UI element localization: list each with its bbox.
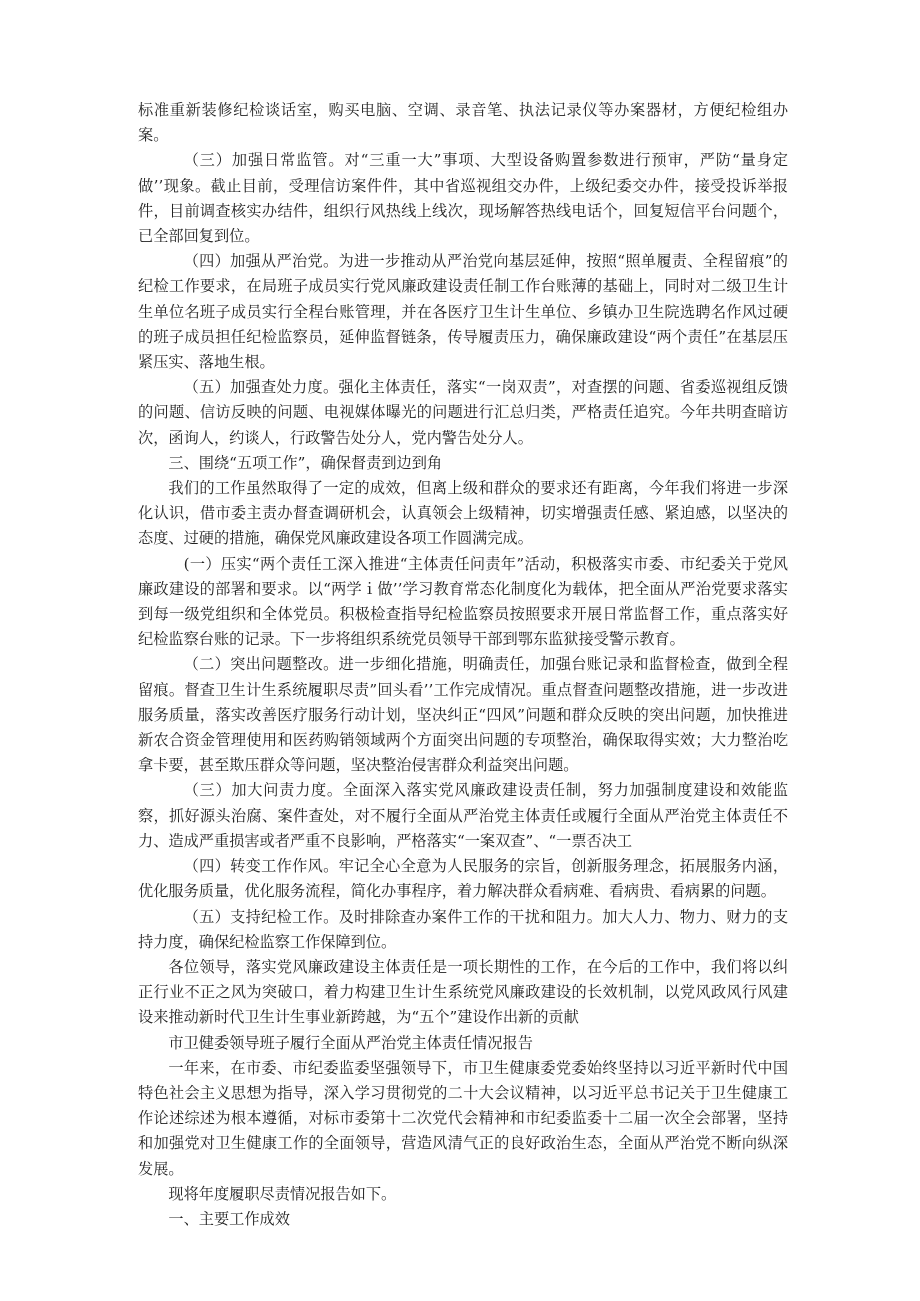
paragraph: （二）突出问题整改。进一步细化措施，明确责任，加强台账记录和监督检查，做到全程留痕。督查卫生计生系统履职尽责”回头看’’工作完成情况。重点督查问题整改措施，进一步改进服务质量，落实改善医疗服务行动计划，坚决纠正“四风”问题和群众反映的突出问题，加快推进新农合资金管理使用和医药购销领域两个方面突出问题的专项整治，确保取得实效；大力整治吃拿卡要，甚至欺压群众等问题，坚决整治侵害群众利益突出问题。 — [138, 655, 788, 775]
paragraph: （三）加大问责力度。全面深入落实党风廉政建设责任制，努力加强制度建设和效能监察，抓好源头治腐、案件查处，对不履行全面从严治党主体责任或履行全面从严治党主体责任不力、造成严重损害或者严重不良影响，严格落实“一案双查”、“一票否决工 — [138, 781, 788, 850]
paragraph: 我们的工作虽然取得了一定的成效，但离上级和群众的要求还有距离，今年我们将进一步深化认识，借市委主责办督查调研机会，认真领会上级精神，切实增强责任感、紧迫感，以坚决的态度、过硬的措施，确保党风廉政建设各项工作圆满完成。 — [138, 479, 788, 548]
paragraph: （四）加强从严治党。为进一步推动从严治党向基层延伸，按照“照单履责、全程留痕”的纪检工作要求，在局班子成员实行党风廉政建设责任制工作台账薄的基础上，同时对二级卫生计生单位名班子成员实行全程台账管理，并在各医疗卫生计生单位、乡镇办卫生院选聘名作风过硬的班子成员担任纪检监察员，延伸监督链条，传导履责压力，确保廉政建设“两个责任”在基层压紧压实、落地生根。 — [138, 252, 788, 372]
paragraph: （四）转变工作作风。牢记全心全意为人民服务的宗旨，创新服务理念，拓展服务内涵，优化服务质量，优化服务流程，简化办事程序，着力解决群众看病难、看病贵、看病累的问题。 — [138, 857, 788, 901]
report-title: 市卫健委领导班子履行全面从严治党主体责任情况报告 — [168, 1033, 533, 1052]
paragraph: 标准重新装修纪检谈话室，购买电脑、空调、录音笔、执法记录仪等办案器材，方便纪检组办案。 — [138, 101, 788, 145]
paragraph: 现将年度履职尽责情况报告如下。 — [168, 1184, 397, 1203]
document-body — [138, 98, 788, 1232]
paragraph: （三）加强日常监管。对“三重一大”事项、大型设备购置参数进行预审，严防“量身定做’’现象。截止目前，受理信访案件件，其中省巡视组交办件，上级纪委交办件，接受投诉举报件，目前调查核实办结件，组织行风热线上线次，现场解答热线电话个，回复短信平台问题个，已全部回复到位。 — [138, 151, 788, 246]
paragraph: 一年来，在市委、市纪委监委坚强领导下，市卫生健康委党委始终坚持以习近平新时代中国特色社会主义思想为指导，深入学习贯彻党的二十大会议精神，以习近平总书记关于卫生健康工作论述综述为根本遵循，对标市委第十二次党代会精神和市纪委监委十二届一次全会部署，坚持和加强党对卫生健康工作的全面领导，营造风清气正的良好政治生态，全面从严治党不断向纵深发展。 — [138, 1058, 788, 1178]
paragraph: 各位领导，落实党风廉政建设主体责任是一项长期性的工作，在今后的工作中，我们将以纠正行业不正之风为突破口，着力构建卫生计生系统党风廉政建设的长效机制，以党风政风行风建设来推动新时代卫生计生事业新跨越，为“五个”建设作出新的贡献 — [138, 957, 788, 1027]
paragraph: （五）支持纪检工作。及时排除查办案件工作的干扰和阻力。加大人力、物力、财力的支持力度，确保纪检监察工作保障到位。 — [138, 907, 788, 951]
paragraph: (一）压实“两个责任工深入推进“主体责任问责年”活动，积极落实市委、市纪委关于党风廉政建设的部署和要求。以“两学ｉ做’’学习教育常态化制度化为载体，把全面从严治党要求落实到每一级党组织和全体党员。积极检查指导纪检监察员按照要求开展日常监督工作，重点落实好纪检监察台账的记录。下一步将组织系统党员领导干部到鄂东监狱接受警示教育。 — [138, 554, 788, 649]
section-heading: 一、主要工作成效 — [168, 1209, 290, 1228]
section-heading: 三、围绕“五项工作”，确保督责到边到角 — [168, 453, 443, 472]
paragraph: （五）加强查处力度。强化主体责任，落实“一岗双责”，对查摆的问题、省委巡视组反馈的问题、信访反映的问题、电视媒体曝光的问题进行汇总归类，严格责任追究。今年共明查暗访次，函询人，约谈人，行政警告处分人，党内警告处分人。 — [138, 378, 788, 447]
